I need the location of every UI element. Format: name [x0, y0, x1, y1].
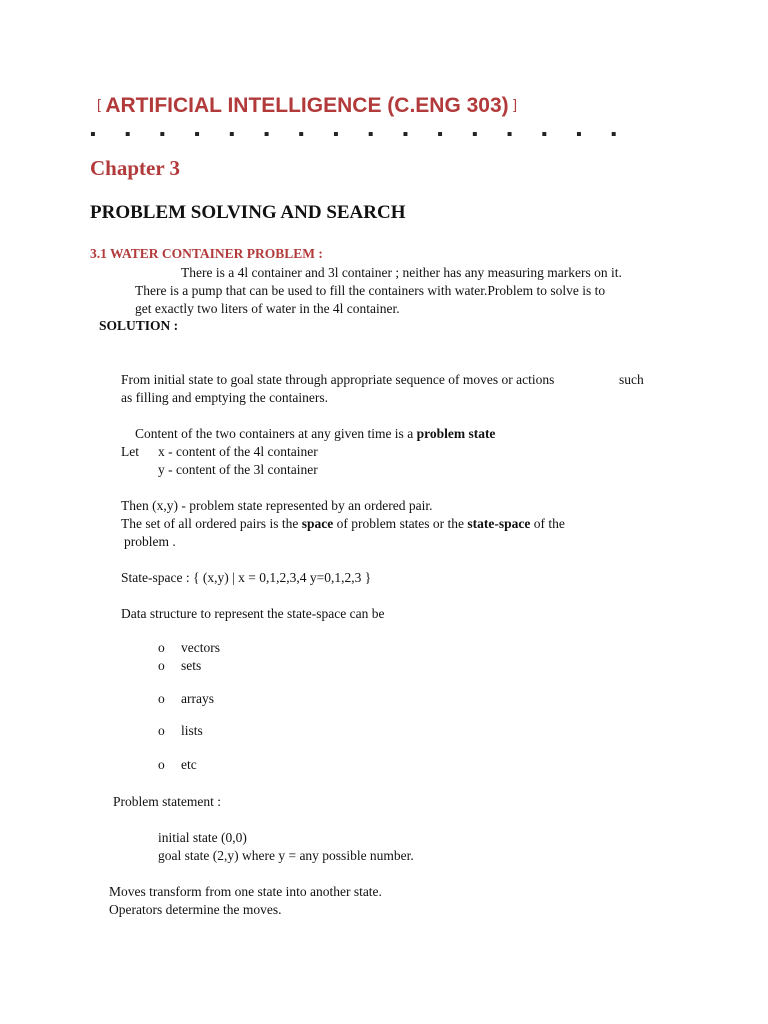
problem-state-definition	[135, 425, 495, 443]
solution-label: SOLUTION :	[99, 318, 179, 333]
section-title: 3.1 WATER CONTAINER PROBLEM :	[90, 246, 323, 261]
list-item-label: vectors	[181, 640, 220, 655]
ordered-pair-line: Then (x,y) - problem state represented by an ordered pair.	[121, 498, 433, 513]
list-item-label: sets	[181, 658, 202, 673]
para1-line-2: as filling and emptying the containers.	[121, 390, 328, 405]
set-text-1: The set of all ordered pairs is the	[121, 516, 302, 531]
bullet-marker: o	[158, 757, 165, 772]
data-structure-intro: Data structure to represent the state-space can be	[121, 606, 385, 621]
y-definition: y - content of the 3l container	[158, 462, 318, 477]
intro-line-2: There is a pump that can be used to fill the containers with water.Problem to solve is to	[135, 283, 606, 298]
set-text-3: of the	[530, 516, 565, 531]
intro-line-1: There is a 4l container and 3l container ; neither has any measuring markers on it.	[181, 265, 622, 280]
goal-state: goal state (2,y) where y = any possible number.	[158, 848, 414, 863]
para1-such: such	[619, 372, 644, 387]
operators-line: Operators determine the moves.	[109, 902, 282, 917]
chapter-title: Chapter 3	[90, 156, 181, 180]
list-item	[158, 640, 220, 656]
list-item-label: etc	[181, 757, 197, 772]
let-label: Let	[121, 444, 139, 459]
list-item-label: lists	[181, 723, 203, 738]
header-bracket-open: [	[97, 96, 101, 112]
list-item	[158, 757, 197, 773]
x-definition: x - content of the 4l container	[158, 444, 318, 459]
set-text-2: of problem states or the	[333, 516, 468, 531]
page-heading: PROBLEM SOLVING AND SEARCH	[90, 202, 406, 223]
problem-state-term: problem state	[416, 426, 496, 441]
state-space-formula: State-space : { (x,y) | x = 0,1,2,3,4 y=0,1,2,3 }	[121, 570, 372, 585]
problem-statement-label: Problem statement :	[113, 794, 221, 809]
course-title: ARTIFICIAL INTELLIGENCE (C.ENG 303)	[105, 94, 509, 117]
bullet-marker: o	[158, 723, 165, 738]
header-bracket-close: ]	[513, 96, 517, 112]
list-item-label: arrays	[181, 691, 214, 706]
dotted-divider: ▪ ▪ ▪ ▪ ▪ ▪ ▪ ▪ ▪ ▪ ▪ ▪ ▪ ▪ ▪ ▪	[90, 126, 629, 143]
para1-line-1: From initial state to goal state through appropriate sequence of moves or actions	[121, 372, 555, 387]
intro-line-3: get exactly two liters of water in the 4l container.	[135, 301, 400, 316]
problem-state-text: Content of the two containers at any given time is a	[135, 426, 417, 441]
document-header	[97, 94, 517, 118]
initial-state: initial state (0,0)	[158, 830, 247, 845]
list-item	[158, 691, 214, 707]
space-term: space	[301, 516, 334, 531]
bullet-marker: o	[158, 658, 165, 673]
moves-line: Moves transform from one state into another state.	[109, 884, 382, 899]
bullet-marker: o	[158, 640, 165, 655]
bullet-marker: o	[158, 691, 165, 706]
problem-line: problem .	[124, 534, 176, 549]
state-space-term: state-space	[467, 516, 531, 531]
list-item	[158, 658, 201, 674]
list-item	[158, 723, 203, 739]
state-space-definition	[121, 515, 565, 533]
